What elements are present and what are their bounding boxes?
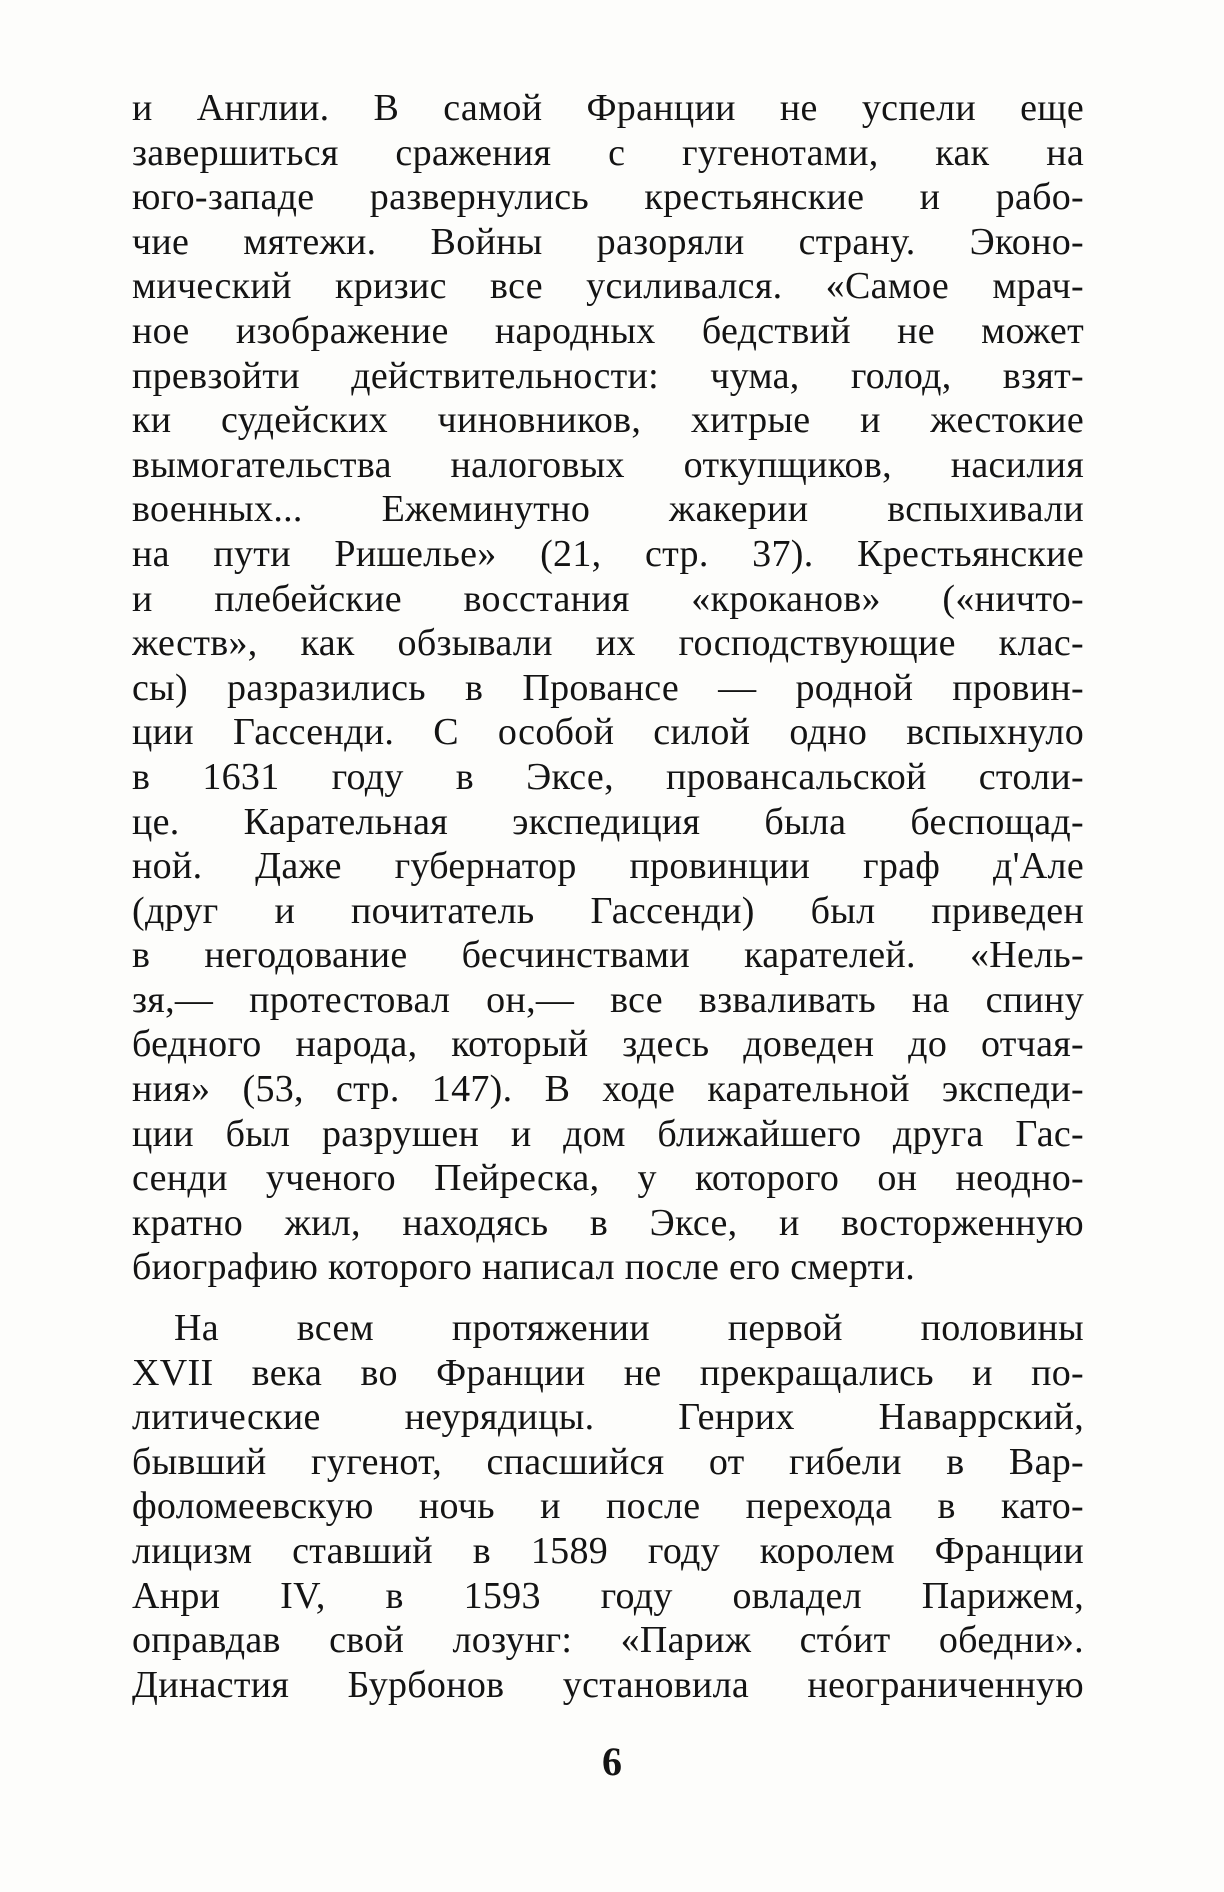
paragraph-1 (132, 86, 1084, 1290)
text-line: завершиться сражения с гугенотами, как на (132, 131, 1084, 174)
text-line: и плебейские восстания «кроканов» («ничто- (132, 577, 1084, 620)
text-line: вымогательства налоговых откупщиков, насилия (132, 443, 1084, 486)
text-line: ции был разрушен и дом ближайшего друга Гас- (132, 1112, 1084, 1155)
text-line: превзойти действительности: чума, голод, взят- (132, 354, 1084, 397)
text-line: лицизм ставший в 1589 году королем Франции (132, 1529, 1084, 1572)
text-line: биографию которого написал после его смерти. (132, 1246, 916, 1289)
paragraph-2 (132, 1306, 1084, 1707)
text-line: жеств», как обзывали их господствующие клас- (132, 622, 1084, 665)
text-line: в 1631 году в Эксе, провансальской столи- (132, 755, 1084, 798)
text-line: ции Гассенди. С особой силой одно вспыхнуло (132, 711, 1084, 754)
text-line: (друг и почитатель Гассенди) был приведен (132, 889, 1084, 932)
text-line: сенди ученого Пейреска, у которого он неодно- (132, 1157, 1084, 1200)
text-line: ки судейских чиновников, хитрые и жестокие (132, 399, 1084, 442)
text-line: оправдав свой лозунг: «Париж стóит обедни». (132, 1619, 1084, 1662)
text-line: бедного народа, который здесь доведен до отчая- (132, 1023, 1084, 1066)
page-number: 6 (602, 1739, 622, 1784)
text-line: ное изображение народных бедствий не может (132, 309, 1084, 352)
text-line: Анри IV, в 1593 году овладел Парижем, (132, 1574, 1084, 1617)
text-line: На всем протяжении первой половины (174, 1307, 1084, 1349)
text-line: на пути Ришелье» (21, стр. 37). Крестьянские (132, 532, 1084, 575)
text-line: це. Карательная экспедиция была беспощад- (132, 800, 1084, 843)
text-line: сы) разразились в Провансе — родной провин- (132, 666, 1084, 709)
text-line: и Англии. В самой Франции не успели еще (132, 87, 1084, 129)
text-line: XVII века во Франции не прекращались и по- (132, 1351, 1084, 1394)
text-line: Династия Бурбонов установила неограниченную (132, 1663, 1084, 1706)
text-line: зя,— протестовал он,— все взваливать на спину (132, 978, 1084, 1021)
text-line: чие мятежи. Войны разоряли страну. Эконо- (132, 220, 1084, 263)
text-line: в негодование бесчинствами карателей. «Нель- (132, 934, 1084, 977)
text-line: литические неурядицы. Генрих Наваррский, (132, 1396, 1084, 1439)
text-line: мический кризис все усиливался. «Самое мрач- (132, 265, 1084, 308)
text-line: ния» (53, стр. 147). В ходе карательной экспеди- (132, 1068, 1084, 1111)
text-line: юго-западе развернулись крестьянские и рабо- (132, 176, 1084, 219)
text-line: кратно жил, находясь в Эксе, и восторженную (132, 1201, 1084, 1244)
text-line: бывший гугенот, спасшийся от гибели в Вар- (132, 1440, 1084, 1483)
text-line: ной. Даже губернатор провинции граф д'Але (132, 845, 1084, 888)
text-line: военных... Ежеминутно жакерии вспыхивали (132, 488, 1084, 531)
text-line: фоломеевскую ночь и после перехода в като- (132, 1485, 1084, 1528)
